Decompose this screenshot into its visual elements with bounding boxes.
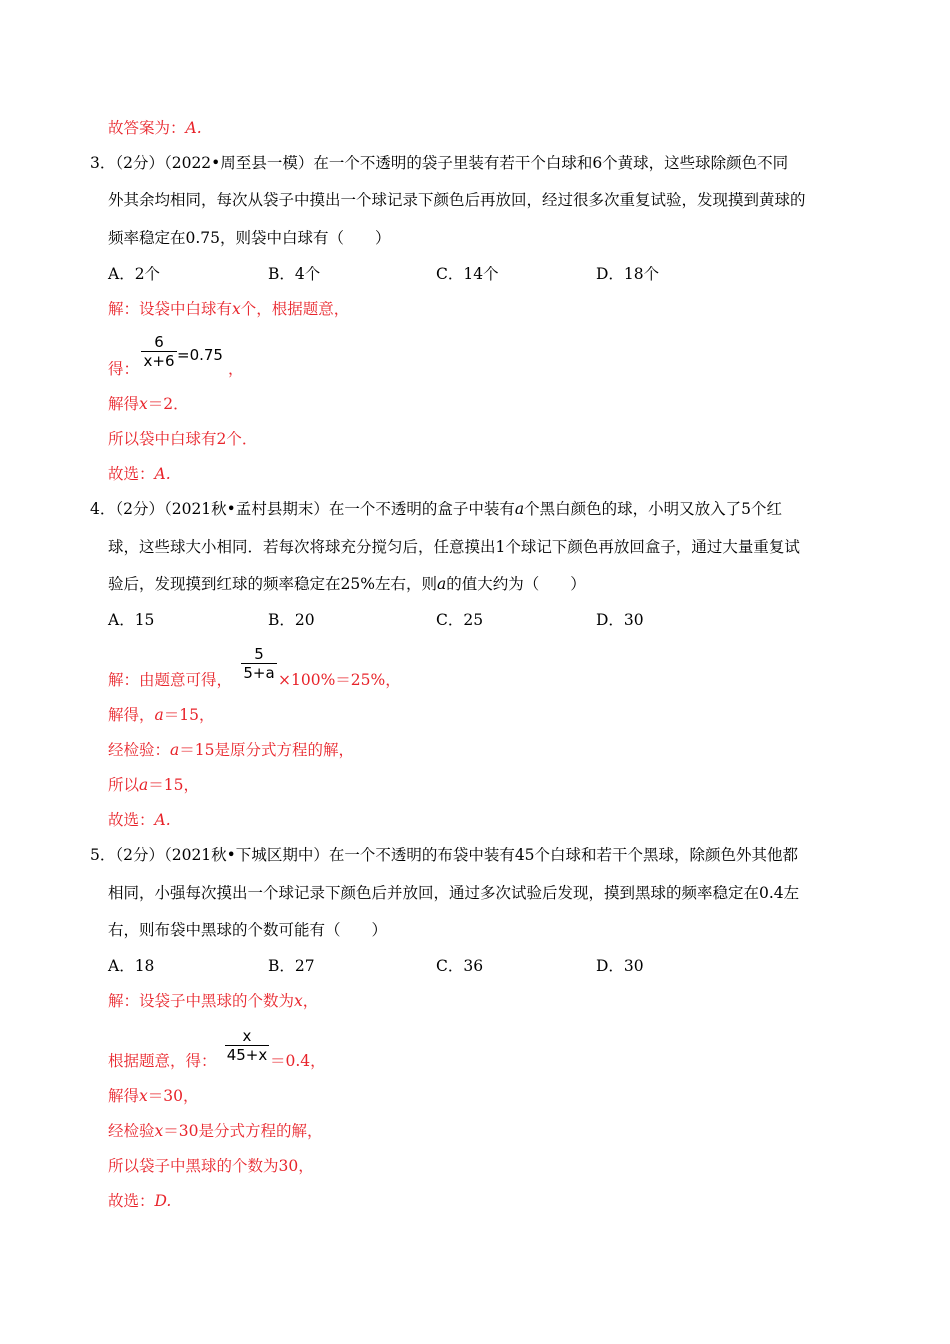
q3-option-c: C．14个 xyxy=(436,265,499,283)
q4-step3-suffix: ＝15是原分式方程的解， xyxy=(179,741,354,759)
q4-stem-1b: 个黑白颜色的球，小明又放入了5个红 xyxy=(524,500,782,518)
q3-stem-line-1: 3．（2分）（2022•周至县一模）在一个不透明的袋子里装有若干个白球和6个黄球，这些球除颜色不同 xyxy=(90,154,789,172)
q5-eq-rhs: ＝0.4， xyxy=(270,1052,326,1070)
q3-fraction-numerator: 6 xyxy=(154,333,164,351)
q4-step4-suffix: ＝15， xyxy=(148,776,199,794)
q4-step4-var: a xyxy=(139,776,149,794)
q4-stem-line-2: 球，这些球大小相同．若每次将球充分搅匀后，任意摸出1个球记下颜色再放回盒子，通过大量重复试 xyxy=(108,538,800,556)
q4-option-c: C．25 xyxy=(436,611,484,629)
q4-solution-step-2 xyxy=(108,705,215,725)
q3-solution-line-1 xyxy=(108,299,349,319)
q4-step2-var: a xyxy=(154,706,164,724)
prev-answer-line xyxy=(108,118,202,138)
q4-step3-var: a xyxy=(170,741,180,759)
q4-solution-step-3 xyxy=(108,740,354,760)
q4-stem-3b: 的值大约为（ ） xyxy=(446,575,586,593)
q5-choice-line xyxy=(108,1191,171,1211)
q4-step3-prefix: 经检验： xyxy=(108,741,171,759)
q4-eq-rhs: ×100%＝25%， xyxy=(278,671,401,689)
q3-choice-prefix: 故选： xyxy=(108,465,155,483)
q4-stem-3a: 验后，发现摸到红球的频率稳定在25%左右，则 xyxy=(108,575,437,593)
q5-stem-line-3: 右，则布袋中黑球的个数可能有（ ） xyxy=(108,921,388,939)
q4-step2-suffix: ＝15， xyxy=(163,706,215,724)
q5-eq-label: 根据题意，得： xyxy=(108,1052,217,1070)
q5-step3-suffix: ＝30是分式方程的解， xyxy=(163,1122,323,1140)
q3-sol-var: x xyxy=(232,300,241,318)
q5-option-c: C．36 xyxy=(436,957,484,975)
q5-solution-step-4: 所以袋子中黑球的个数为30， xyxy=(108,1157,314,1175)
prev-answer-text: 故答案为： xyxy=(108,119,186,137)
q4-stem-1-var: a xyxy=(514,500,525,518)
q5-solution-line-1 xyxy=(108,991,318,1011)
q5-option-a: A．18 xyxy=(108,957,155,975)
q4-choice-prefix: 故选： xyxy=(108,811,155,829)
q4-option-d: D．30 xyxy=(596,611,644,629)
q5-sol-var: x xyxy=(294,992,303,1010)
q5-step3-prefix: 经检验 xyxy=(108,1122,155,1140)
q5-step2-suffix: ＝30， xyxy=(147,1087,199,1105)
q5-sol-suffix: ， xyxy=(302,992,319,1010)
q3-step2-var: x xyxy=(139,395,148,413)
q5-step3-var: x xyxy=(154,1122,164,1140)
q5-choice-letter: D. xyxy=(154,1192,172,1210)
q3-sol-prefix: 解：设袋中白球有 xyxy=(108,300,233,318)
q5-step2-var: x xyxy=(139,1087,148,1105)
q3-step2-prefix: 解得 xyxy=(108,395,140,413)
q3-stem-line-3: 频率稳定在0.75，则袋中白球有（ ） xyxy=(108,229,391,247)
q3-fraction xyxy=(141,333,177,370)
q5-fraction-denominator: 45+x xyxy=(226,1046,268,1064)
q4-stem-line-3 xyxy=(108,574,586,594)
q5-fraction xyxy=(225,1027,269,1064)
q3-solution-step-3: 所以袋中白球有2个． xyxy=(108,430,258,448)
q4-stem-1a: 4．（2分）（2021秋•孟村县期末）在一个不透明的盒子中装有 xyxy=(90,500,515,518)
q4-step4-prefix: 所以 xyxy=(108,776,140,794)
q4-stem-3-var: a xyxy=(436,575,447,593)
q4-option-a: A．15 xyxy=(108,611,155,629)
q3-option-b: B．4个 xyxy=(268,265,321,283)
q4-solution-step-4 xyxy=(108,775,199,795)
q3-sol-suffix: 个，根据题意， xyxy=(240,300,350,318)
q4-choice-letter: A. xyxy=(154,811,171,829)
q3-stem-line-2: 外其余均相同，每次从袋子中摸出一个球记录下颜色后再放回，经过很多次重复试验，发现摸到黄球的 xyxy=(108,191,806,209)
q4-choice-line xyxy=(108,810,171,830)
prev-answer-letter: A. xyxy=(185,119,202,137)
q3-solution-step-2 xyxy=(108,394,189,414)
q3-eq-tail: ， xyxy=(228,360,244,378)
q5-choice-prefix: 故选： xyxy=(108,1192,155,1210)
q3-option-d: D．18个 xyxy=(596,265,660,283)
q5-option-b: B．27 xyxy=(268,957,315,975)
q4-step2-prefix: 解得， xyxy=(108,706,155,724)
q4-stem-line-1 xyxy=(90,499,782,519)
q3-eq-rhs: =0.75 xyxy=(177,346,223,364)
q4-option-b: B．20 xyxy=(268,611,315,629)
q5-solution-step-3 xyxy=(108,1121,323,1141)
q3-eq-label: 得： xyxy=(108,360,140,378)
q3-option-a: A．2个 xyxy=(108,265,161,283)
q5-option-d: D．30 xyxy=(596,957,644,975)
q5-stem-line-1: 5．（2分）（2021秋•下城区期中）在一个不透明的布袋中装有45个白球和若干个黑球，除颜色外其他都 xyxy=(90,846,799,864)
q4-fraction xyxy=(241,645,277,682)
q4-sol-prefix: 解：由题意可得， xyxy=(108,671,233,689)
q5-solution-step-2 xyxy=(108,1086,199,1106)
q5-sol-prefix: 解：设袋子中黑球的个数为 xyxy=(108,992,295,1010)
q3-choice-line xyxy=(108,464,171,484)
q5-fraction-numerator: x xyxy=(242,1027,252,1045)
q4-fraction-denominator: 5+a xyxy=(243,664,275,682)
q5-stem-line-2: 相同，小强每次摸出一个球记录下颜色后并放回，通过多次试验后发现，摸到黑球的频率稳定在0.4左 xyxy=(108,884,800,902)
q5-step2-prefix: 解得 xyxy=(108,1087,140,1105)
q4-fraction-numerator: 5 xyxy=(254,645,264,663)
q3-step2-suffix: ＝2． xyxy=(147,395,189,413)
q3-choice-letter: A. xyxy=(154,465,171,483)
q3-fraction-denominator: x+6 xyxy=(143,352,175,370)
